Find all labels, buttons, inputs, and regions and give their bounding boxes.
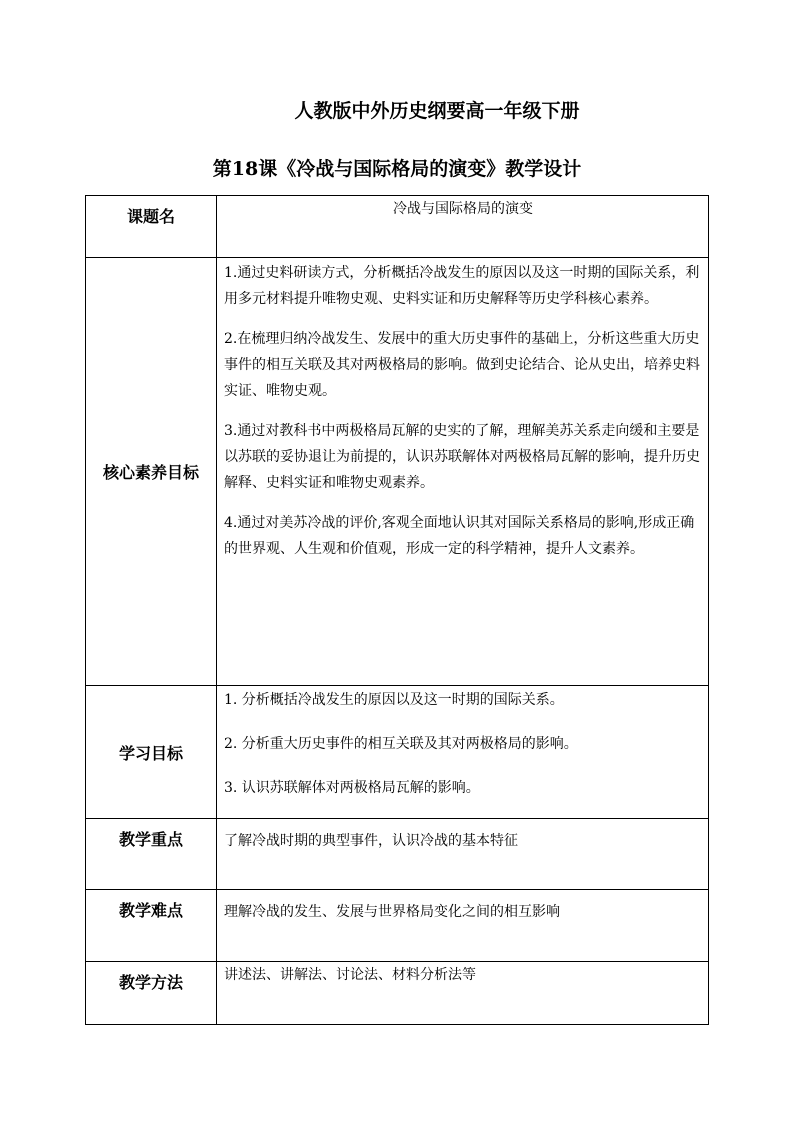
difficulties-value: 理解冷战的发生、发展与世界格局变化之间的相互影响 xyxy=(217,890,709,962)
learning-goals-content xyxy=(217,686,709,819)
learning-goals-label: 学习目标 xyxy=(86,686,217,819)
lesson-title: 第18课《冷战与国际格局的演变》教学设计 xyxy=(212,158,582,180)
table-row-learning-goals xyxy=(86,686,709,819)
table-row-topic xyxy=(86,196,709,258)
key-points-label: 教学重点 xyxy=(86,819,217,890)
core-literacy-item: 2.在梳理归纳冷战发生、发展中的重大历史事件的基础上，分析这些重大历史事件的相互关联及其对两极格局的影响。做到史论结合、论从史出，培养史料实证、唯物史观。 xyxy=(224,331,700,399)
key-points-value: 了解冷战时期的典型事件，认识冷战的基本特征 xyxy=(217,819,709,890)
table-row-key-points xyxy=(86,819,709,890)
methods-label: 教学方法 xyxy=(86,962,217,1025)
topic-label: 课题名 xyxy=(86,196,217,258)
lesson-plan-table xyxy=(85,195,709,1025)
learning-goal-item: 3. 认识苏联解体对两极格局瓦解的影响。 xyxy=(224,780,480,796)
table-row-difficulties xyxy=(86,890,709,962)
learning-goal-item: 2. 分析重大历史事件的相互关联及其对两极格局的影响。 xyxy=(224,736,578,752)
core-literacy-content xyxy=(217,258,709,686)
topic-value: 冷战与国际格局的演变 xyxy=(217,196,709,258)
difficulties-label: 教学难点 xyxy=(86,890,217,962)
core-literacy-item: 1.通过史料研读方式，分析概括冷战发生的原因以及这一时期的国际关系，利用多元材料提升唯物史观、史料实证和历史解释等历史学科核心素养。 xyxy=(224,265,700,307)
methods-value: 讲述法、讲解法、讨论法、材料分析法等 xyxy=(217,962,709,1025)
core-literacy-item: 4.通过对美苏冷战的评价,客观全面地认识其对国际关系格局的影响,形成正确的世界观、人生观和价值观，形成一定的科学精神，提升人文素养。 xyxy=(224,515,695,557)
table-row-methods xyxy=(86,962,709,1025)
document-title: 人教版中外历史纲要高一年级下册 xyxy=(294,100,580,122)
core-literacy-label: 核心素养目标 xyxy=(86,258,217,686)
table-row-core-literacy xyxy=(86,258,709,686)
learning-goal-item: 1. 分析概括冷战发生的原因以及这一时期的国际关系。 xyxy=(224,692,564,708)
core-literacy-item: 3.通过对教科书中两极格局瓦解的史实的了解，理解美苏关系走向缓和主要是以苏联的妥协退让为前提的，认识苏联解体对两极格局瓦解的影响，提升历史解释、史料实证和唯物史观素养。 xyxy=(224,423,700,491)
